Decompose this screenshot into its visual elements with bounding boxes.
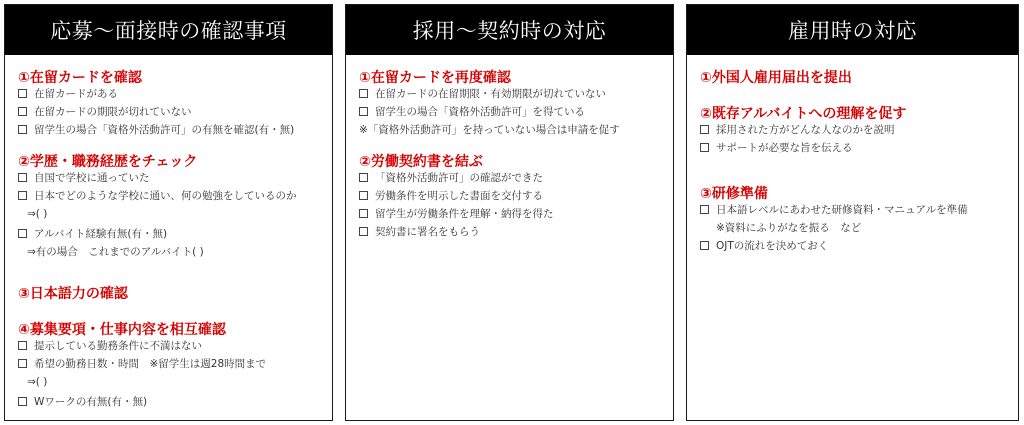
checklist-item-text: 留学生の場合「資格外活動許可」を得ている	[375, 106, 585, 118]
checkbox-icon	[18, 229, 27, 238]
checklist-item-text: 在留カードがある	[34, 88, 118, 100]
section-title: ②労働契約書を結ぶ	[359, 154, 483, 170]
checklist-item	[700, 203, 968, 217]
checklist-item-text: 留学生の場合「資格外活動許可」の有無を確認(有・無)	[34, 124, 295, 136]
panel-header: 応募～面接時の確認事項	[5, 5, 332, 55]
checklist-item-text: 日本語レベルにあわせた研修資料・マニュアルを準備	[716, 204, 968, 216]
checklist-item-text: 希望の勤務日数・時間 ※留学生は週28時間まで	[34, 358, 267, 370]
panel-application-interview	[4, 4, 333, 421]
checkbox-icon	[18, 191, 27, 200]
checklist-item	[18, 395, 147, 409]
checkbox-icon	[18, 341, 27, 350]
checklist-item	[18, 87, 118, 101]
checkbox-icon	[18, 359, 27, 368]
fill-in-line: ⇒( )	[27, 208, 48, 220]
checkbox-icon	[18, 125, 27, 134]
checklist-item	[700, 239, 828, 253]
checklist-item	[18, 339, 202, 353]
section-title: ①外国人雇用届出を提出	[700, 70, 852, 86]
section-title: ③研修準備	[700, 186, 768, 202]
checkbox-icon	[18, 173, 27, 182]
checklist-item-text: OJTの流れを決めておく	[716, 240, 829, 252]
checkbox-icon	[700, 143, 709, 152]
checklist-item	[700, 123, 895, 137]
section-title: ④募集要項・仕事内容を相互確認	[18, 322, 226, 338]
checklist-item-text: 契約書に署名をもらう	[375, 226, 480, 238]
checklist-item	[18, 123, 294, 137]
fill-in-line: ⇒有の場合 これまでのアルバイト( )	[27, 246, 204, 258]
checkbox-icon	[359, 107, 368, 116]
section-title: ①在留カードを再度確認	[359, 70, 511, 86]
checklist-item-text: 自国で学校に通っていた	[34, 172, 150, 184]
checklist-item	[18, 357, 266, 371]
note-text: ※「資格外活動許可」を持っていない場合は申請を促す	[359, 124, 620, 136]
checkbox-icon	[359, 89, 368, 98]
checkbox-icon	[18, 397, 27, 406]
checkbox-icon	[359, 227, 368, 236]
panel-hiring-contract	[345, 4, 674, 421]
checkbox-icon	[700, 241, 709, 250]
checklist-item	[359, 189, 543, 203]
checklist-item	[359, 171, 543, 185]
checklist-item	[359, 225, 480, 239]
section-title: ①在留カードを確認	[18, 70, 142, 86]
checklist-item-text: 採用された方がどんな人なのかを説明	[716, 124, 895, 136]
checklist-item-text: 留学生が労働条件を理解・納得を得た	[375, 208, 554, 220]
section-title: ②学歴・職務経歴をチェック	[18, 154, 198, 170]
checkbox-icon	[700, 125, 709, 134]
panel-employment	[686, 4, 1019, 421]
checklist-item-text: Wワークの有無(有・無)	[34, 396, 148, 408]
checkbox-icon	[18, 107, 27, 116]
checklist-item-text: 提示している勤務条件に不満はない	[34, 340, 202, 352]
checklist-item-text: 日本でどのような学校に通い、何の勉強をしているのか	[34, 190, 297, 202]
checkbox-icon	[359, 191, 368, 200]
checklist-item	[359, 105, 585, 119]
checklist-item-text: 労働条件を明示した書面を交付する	[375, 190, 543, 202]
checkbox-icon	[359, 173, 368, 182]
checklist-item	[18, 105, 192, 119]
checklist-item	[18, 227, 167, 241]
checklist-item-text: 「資格外活動許可」の確認ができた	[375, 172, 543, 184]
section-title: ③日本語力の確認	[18, 286, 128, 302]
checklist-item	[700, 141, 853, 155]
checklist-item-text: サポートが必要な旨を伝える	[716, 142, 853, 154]
checklist-item-text: 在留カードの期限が切れていない	[34, 106, 192, 118]
checkbox-icon	[359, 209, 368, 218]
checkbox-icon	[700, 205, 709, 214]
fill-in-line: ⇒( )	[27, 376, 48, 388]
note-text: ※資料にふりがなを振る など	[716, 222, 862, 234]
panel-header: 雇用時の対応	[687, 5, 1018, 55]
checklist-item	[359, 87, 606, 101]
checklist-item	[18, 189, 297, 203]
section-title: ②既存アルバイトへの理解を促す	[700, 106, 907, 122]
checklist-item	[359, 207, 554, 221]
checklist-item-text: 在留カードの在留期限・有効期限が切れていない	[375, 88, 606, 100]
panel-header: 採用～契約時の対応	[346, 5, 673, 55]
checklist-item-text: アルバイト経験有無(有・無)	[34, 228, 168, 240]
checklist-item	[18, 171, 150, 185]
checkbox-icon	[18, 89, 27, 98]
